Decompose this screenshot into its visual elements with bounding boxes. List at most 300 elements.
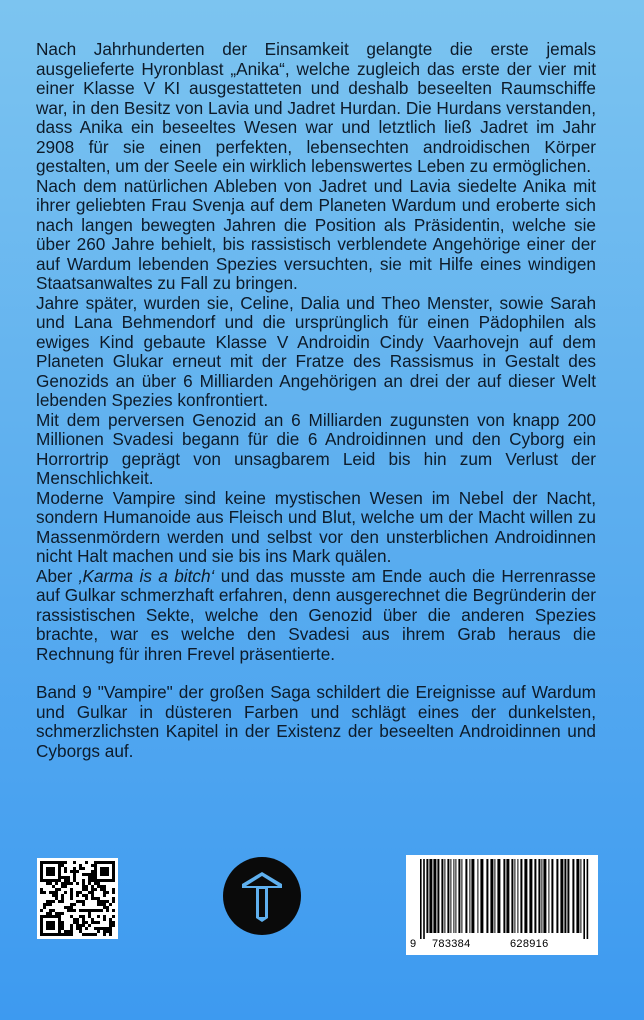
qr-module — [46, 879, 49, 882]
qr-module — [40, 918, 43, 921]
qr-module — [70, 888, 73, 891]
barcode-bar — [429, 859, 432, 933]
qr-module — [55, 879, 58, 882]
qr-module — [97, 885, 100, 888]
qr-module — [91, 885, 94, 888]
qr-module — [52, 921, 55, 924]
qr-module — [43, 879, 46, 882]
qr-module — [64, 870, 67, 873]
qr-module — [94, 873, 97, 876]
qr-module — [76, 894, 79, 897]
qr-module — [91, 888, 94, 891]
qr-module — [112, 891, 115, 894]
qr-module — [88, 912, 91, 915]
qr-module — [55, 933, 58, 936]
qr-module — [43, 891, 46, 894]
qr-module — [82, 918, 85, 921]
qr-module — [52, 909, 55, 912]
qr-module — [103, 879, 106, 882]
qr-module — [73, 879, 76, 882]
qr-module — [46, 867, 49, 870]
qr-module — [79, 930, 82, 933]
qr-module — [73, 867, 76, 870]
qr-module — [49, 927, 52, 930]
qr-module — [52, 927, 55, 930]
qr-module — [91, 876, 94, 879]
qr-module — [61, 876, 64, 879]
qr-module — [49, 879, 52, 882]
qr-module — [103, 903, 106, 906]
qr-module — [64, 930, 67, 933]
qr-module — [91, 894, 94, 897]
qr-module — [70, 930, 73, 933]
qr-module — [70, 891, 73, 894]
qr-module — [112, 861, 115, 864]
qr-module — [40, 876, 43, 879]
qr-module — [58, 924, 61, 927]
qr-module — [103, 915, 106, 918]
qr-module — [67, 882, 70, 885]
qr-module — [70, 933, 73, 936]
qr-module — [109, 933, 112, 936]
qr-module — [109, 921, 112, 924]
qr-module — [94, 882, 97, 885]
barcode-bar — [426, 859, 428, 933]
barcode-group-left: 783384 — [432, 938, 471, 950]
qr-module — [55, 891, 58, 894]
qr-module — [97, 900, 100, 903]
qr-module — [73, 876, 76, 879]
qr-module — [94, 933, 97, 936]
barcode-bar — [517, 859, 518, 933]
qr-module — [106, 909, 109, 912]
barcode-bar — [469, 859, 470, 933]
qr-module — [55, 894, 58, 897]
qr-code-icon — [37, 858, 118, 939]
qr-module — [97, 903, 100, 906]
qr-module — [103, 873, 106, 876]
qr-module — [76, 882, 79, 885]
qr-module — [52, 900, 55, 903]
barcode-bar — [423, 859, 425, 939]
qr-module — [58, 912, 61, 915]
barcode-bar — [480, 859, 483, 933]
qr-module — [70, 924, 73, 927]
qr-module — [46, 903, 49, 906]
qr-module — [40, 864, 43, 867]
qr-module — [64, 882, 67, 885]
qr-module — [61, 912, 64, 915]
qr-module — [67, 876, 70, 879]
qr-module — [94, 909, 97, 912]
qr-module — [58, 933, 61, 936]
qr-module — [100, 903, 103, 906]
barcode-bar — [490, 859, 493, 933]
qr-module — [103, 927, 106, 930]
qr-module — [106, 861, 109, 864]
qr-module — [52, 885, 55, 888]
qr-module — [112, 924, 115, 927]
qr-module — [61, 933, 64, 936]
qr-module — [82, 903, 85, 906]
qr-module — [112, 921, 115, 924]
qr-module — [61, 894, 64, 897]
qr-module — [64, 885, 67, 888]
qr-module — [103, 891, 106, 894]
qr-module — [100, 879, 103, 882]
qr-module — [85, 897, 88, 900]
qr-module — [52, 870, 55, 873]
qr-module — [91, 918, 94, 921]
qr-module — [61, 924, 64, 927]
qr-module — [82, 885, 85, 888]
qr-module — [91, 921, 94, 924]
qr-module — [94, 921, 97, 924]
barcode-bar — [477, 859, 478, 933]
barcode-bar — [503, 859, 505, 933]
qr-module — [85, 921, 88, 924]
qr-module — [40, 888, 43, 891]
qr-module — [82, 924, 85, 927]
qr-module — [70, 915, 73, 918]
barcode-bar — [529, 859, 532, 933]
qr-module — [49, 915, 52, 918]
qr-module — [94, 864, 97, 867]
qr-module — [67, 906, 70, 909]
qr-module — [52, 915, 55, 918]
qr-module — [82, 921, 85, 924]
qr-module — [49, 900, 52, 903]
qr-module — [85, 933, 88, 936]
barcode-bar — [541, 859, 542, 933]
qr-module — [46, 915, 49, 918]
barcode-bar — [567, 859, 569, 933]
qr-module — [79, 891, 82, 894]
qr-module — [61, 882, 64, 885]
qr-module — [40, 873, 43, 876]
qr-module — [73, 903, 76, 906]
qr-module — [112, 915, 115, 918]
qr-module — [52, 891, 55, 894]
qr-module — [40, 915, 43, 918]
qr-module — [58, 879, 61, 882]
qr-module — [91, 870, 94, 873]
qr-module — [94, 867, 97, 870]
qr-module — [58, 876, 61, 879]
qr-module — [103, 900, 106, 903]
qr-module — [94, 861, 97, 864]
qr-module — [70, 903, 73, 906]
qr-module — [58, 867, 61, 870]
qr-module — [73, 861, 76, 864]
qr-module — [64, 891, 67, 894]
barcode-bar — [420, 859, 422, 939]
qr-module — [58, 900, 61, 903]
qr-module — [100, 873, 103, 876]
qr-module — [52, 867, 55, 870]
qr-module — [79, 915, 82, 918]
qr-module — [61, 900, 64, 903]
qr-module — [103, 933, 106, 936]
qr-module — [58, 930, 61, 933]
qr-module — [91, 891, 94, 894]
qr-module — [112, 897, 115, 900]
qr-module — [40, 933, 43, 936]
qr-module — [55, 915, 58, 918]
qr-module — [58, 870, 61, 873]
qr-module — [46, 924, 49, 927]
qr-module — [73, 909, 76, 912]
barcode-bar — [506, 859, 509, 933]
qr-module — [64, 879, 67, 882]
karma-prefix: Aber — [36, 565, 79, 586]
qr-module — [109, 903, 112, 906]
qr-module — [82, 882, 85, 885]
qr-module — [64, 933, 67, 936]
barcode-group-right: 628916 — [510, 938, 549, 950]
qr-module — [85, 888, 88, 891]
qr-module — [85, 873, 88, 876]
qr-module — [94, 876, 97, 879]
qr-module — [109, 879, 112, 882]
qr-module — [85, 885, 88, 888]
qr-module — [73, 921, 76, 924]
barcode-bar — [524, 859, 527, 933]
qr-module — [88, 876, 91, 879]
qr-module — [112, 867, 115, 870]
qr-module — [55, 912, 58, 915]
qr-module — [64, 867, 67, 870]
qr-module — [40, 891, 43, 894]
qr-module — [103, 870, 106, 873]
qr-module — [106, 906, 109, 909]
qr-module — [73, 918, 76, 921]
barcode-bar — [465, 859, 467, 933]
qr-module — [97, 909, 100, 912]
barcode-bar — [494, 859, 495, 933]
barcode-bar — [543, 859, 546, 933]
qr-module — [103, 906, 106, 909]
barcode-bar — [455, 859, 456, 933]
barcode-bar — [458, 859, 460, 933]
barcode-bar — [580, 859, 581, 933]
qr-module — [70, 894, 73, 897]
qr-module — [73, 870, 76, 873]
barcode-bar — [497, 859, 500, 933]
qr-module — [67, 879, 70, 882]
qr-module — [94, 888, 97, 891]
barcode-bar — [486, 859, 488, 933]
qr-module — [46, 927, 49, 930]
qr-module — [76, 918, 79, 921]
qr-module — [76, 900, 79, 903]
qr-module — [46, 882, 49, 885]
qr-module — [46, 933, 49, 936]
barcode-bar — [444, 859, 445, 933]
qr-module — [106, 891, 109, 894]
barcode-bar — [534, 859, 536, 933]
blurb-paragraph-6 — [36, 567, 596, 665]
qr-module — [43, 906, 46, 909]
qr-module — [79, 864, 82, 867]
qr-module — [70, 927, 73, 930]
barcode-bar — [576, 859, 579, 933]
qr-module — [52, 933, 55, 936]
barcode-bar — [511, 859, 513, 933]
qr-module — [46, 870, 49, 873]
qr-module — [100, 888, 103, 891]
qr-module — [40, 861, 43, 864]
qr-module — [52, 924, 55, 927]
barcode-bar — [520, 859, 522, 933]
qr-module — [58, 873, 61, 876]
qr-module — [58, 888, 61, 891]
qr-module — [85, 861, 88, 864]
qr-module — [52, 873, 55, 876]
qr-module — [67, 933, 70, 936]
qr-module — [103, 894, 106, 897]
qr-module — [88, 882, 91, 885]
qr-module — [91, 873, 94, 876]
qr-module — [40, 921, 43, 924]
qr-module — [91, 897, 94, 900]
barcode-digit-first: 9 — [410, 938, 417, 950]
qr-module — [61, 897, 64, 900]
qr-module — [82, 915, 85, 918]
qr-module — [64, 906, 67, 909]
barcode-bar — [453, 859, 454, 933]
qr-module — [97, 921, 100, 924]
qr-module — [109, 927, 112, 930]
qr-module — [49, 891, 52, 894]
qr-module — [97, 882, 100, 885]
karma-quote: ‚Karma is a bitch‘ — [78, 565, 215, 586]
qr-module — [61, 921, 64, 924]
qr-module — [40, 909, 43, 912]
qr-module — [82, 894, 85, 897]
qr-module — [49, 882, 52, 885]
qr-module — [88, 873, 91, 876]
qr-module — [46, 900, 49, 903]
qr-module — [91, 909, 94, 912]
qr-module — [100, 861, 103, 864]
qr-module — [79, 900, 82, 903]
blurb-paragraph-4: Mit dem perversen Genozid an 6 Milliarden zugunsten von knapp 200 Millionen Svadesi begann für die 6 Androidinnen und den Cyborg ein Horrortrip geprägt von unsagbarem Leid bis hin zum Verlust der Menschlichkeit. — [36, 409, 596, 488]
qr-module — [76, 891, 79, 894]
qr-module — [82, 900, 85, 903]
qr-module — [103, 885, 106, 888]
qr-module — [88, 891, 91, 894]
publisher-logo-icon — [222, 856, 302, 936]
blurb-paragraph-3: Jahre später, wurden sie, Celine, Dalia und Theo Menster, sowie Sarah und Lana Behmendorf und die ursprünglich für einen Pädophilen als ewiges Kind gebaute Klasse V Androidin Cindy Vaarhovejn auf dem Planeten Glukar erneut mit der Fratze des Rassismus in Gestalt des Genozids an über 6 Milliarden Angehörigen an drei der auf dieser Welt lebenden Spezies konfrontiert. — [36, 292, 596, 410]
qr-module — [97, 897, 100, 900]
blurb-text — [36, 40, 596, 761]
qr-module — [91, 933, 94, 936]
qr-module — [49, 873, 52, 876]
qr-module — [49, 912, 52, 915]
qr-module — [49, 933, 52, 936]
qr-module — [55, 888, 58, 891]
qr-module — [61, 864, 64, 867]
barcode-bar — [572, 859, 574, 933]
qr-module — [79, 867, 82, 870]
qr-module — [112, 864, 115, 867]
qr-module — [106, 879, 109, 882]
qr-module — [58, 861, 61, 864]
qr-module — [73, 873, 76, 876]
qr-module — [82, 933, 85, 936]
qr-module — [40, 924, 43, 927]
qr-module — [79, 927, 82, 930]
qr-module — [58, 921, 61, 924]
qr-module — [85, 909, 88, 912]
qr-module — [58, 864, 61, 867]
qr-module — [109, 924, 112, 927]
barcode-bar — [551, 859, 553, 933]
qr-module — [55, 882, 58, 885]
qr-module — [100, 867, 103, 870]
qr-module — [70, 882, 73, 885]
qr-module — [55, 861, 58, 864]
barcode-bar — [556, 859, 558, 933]
qr-module — [103, 861, 106, 864]
barcode-bar — [548, 859, 549, 933]
blurb-paragraph-1: Nach Jahrhunderten der Einsamkeit gelangte die erste jemals ausgelieferte Hyronblast „Anika“, welche zugleich das erste der vier mit einer Klasse V KI ausgestatteten und deshalb beseelten Raumschiffe war, in den Besitz von Lavia und Jadret Hurdan. Die Hurdans verstanden, dass Anika ein beseeltes Wesen war und letztlich ließ Jadret im Jahr 2908 für sie einen perfekten, lebensechten androidischen Körper gestalten, um der Seele ein wirklich lebenswertes Leben zu ermöglichen. — [36, 39, 596, 176]
qr-module — [106, 873, 109, 876]
qr-module — [49, 924, 52, 927]
barcode-bar — [441, 859, 443, 933]
qr-module — [100, 909, 103, 912]
barcode-bar — [560, 859, 563, 933]
barcode-bar — [450, 859, 451, 933]
qr-module — [106, 900, 109, 903]
qr-module — [112, 870, 115, 873]
qr-module — [76, 870, 79, 873]
barcode-bar — [514, 859, 515, 933]
qr-module — [100, 885, 103, 888]
qr-module — [91, 864, 94, 867]
qr-module — [67, 909, 70, 912]
qr-module — [103, 918, 106, 921]
qr-module — [88, 915, 91, 918]
qr-module — [91, 879, 94, 882]
qr-module — [70, 906, 73, 909]
barcode-bar — [583, 859, 585, 939]
qr-module — [58, 915, 61, 918]
qr-module — [49, 903, 52, 906]
qr-module — [40, 927, 43, 930]
qr-module — [76, 921, 79, 924]
qr-module — [70, 870, 73, 873]
qr-module — [52, 861, 55, 864]
qr-module — [49, 921, 52, 924]
qr-module — [82, 909, 85, 912]
blurb-paragraph-5: Moderne Vampire sind keine mystischen Wesen im Nebel der Nacht, sondern Humanoide aus Fleisch und Blut, welche um der Macht willen zu Massenmördern werden und selbst vor den unsterblichen Androidinnen nicht Halt machen und sie bis ins Mark quälen. — [36, 487, 596, 566]
barcode-bar — [461, 859, 462, 933]
qr-module — [82, 873, 85, 876]
qr-module — [106, 870, 109, 873]
qr-module — [109, 918, 112, 921]
qr-module — [103, 888, 106, 891]
qr-module — [85, 927, 88, 930]
isbn-barcode — [406, 855, 598, 955]
qr-module — [43, 861, 46, 864]
qr-module — [76, 927, 79, 930]
barcode-bar — [587, 859, 589, 939]
qr-module — [52, 879, 55, 882]
qr-module — [40, 930, 43, 933]
barcode-bar — [538, 859, 540, 933]
